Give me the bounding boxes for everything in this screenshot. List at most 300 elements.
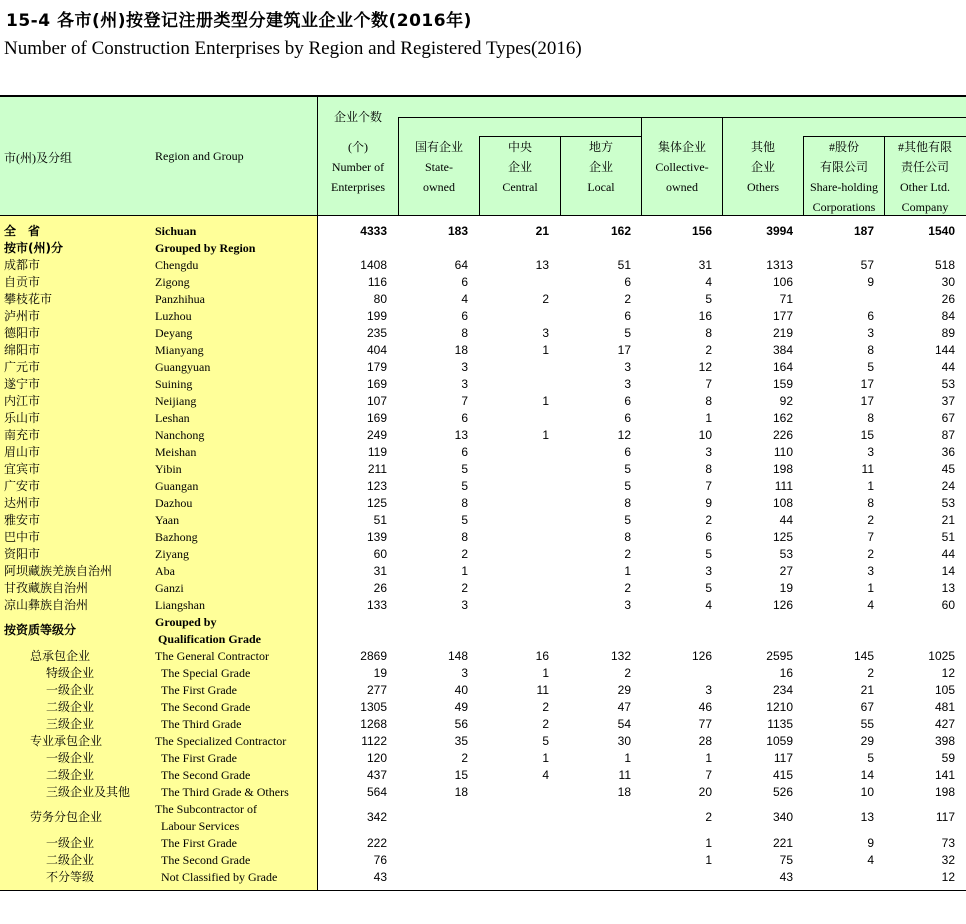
table-cell: 2	[461, 547, 468, 561]
table-cell: 8	[705, 462, 712, 476]
table-cell: 45	[941, 462, 955, 476]
table-cell: 427	[934, 717, 955, 731]
table-cell: 31	[698, 258, 712, 272]
table-cell: 111	[774, 479, 793, 493]
table-row	[0, 325, 966, 342]
table-row	[0, 665, 966, 682]
header-region-cn: 市(州)及分组	[4, 151, 72, 165]
header-state-en1: State-	[425, 160, 453, 174]
table-cell: 1135	[767, 717, 793, 731]
table-cell: 19	[373, 666, 387, 680]
table-cell: 2	[461, 751, 468, 765]
table-cell: 3	[705, 445, 712, 459]
table-cell: 3	[624, 598, 631, 612]
table-cell: 44	[941, 547, 955, 561]
table-cell: 342	[366, 810, 387, 824]
header-collective-en2: owned	[666, 180, 698, 194]
table-cell: 437	[366, 768, 387, 782]
table-cell: 7	[705, 377, 712, 391]
table-cell: 1305	[360, 700, 387, 714]
table-cell: 1	[542, 666, 549, 680]
table-cell: 1059	[766, 734, 793, 748]
table-row	[0, 223, 966, 240]
table-cell: 6	[461, 275, 468, 289]
row-label-cn: 自贡市	[4, 275, 41, 289]
row-label-cn: 一级企业	[46, 683, 95, 697]
table-cell: 89	[941, 326, 955, 340]
row-label-en: The First Grade	[161, 683, 237, 697]
header-shareholding-cn1: #股份	[828, 140, 859, 154]
row-label-cn: 三级企业及其他	[46, 785, 131, 799]
table-cell: 1	[461, 564, 468, 578]
table-cell: 18	[454, 785, 468, 799]
table-cell: 16	[779, 666, 793, 680]
table-cell: 11	[536, 683, 549, 697]
row-label-cn: 广元市	[4, 360, 41, 374]
row-label-en: Grouped by Region	[155, 241, 256, 255]
header-total-en1: Number of	[331, 160, 385, 174]
table-cell: 145	[853, 649, 874, 663]
table-cell: 8	[624, 530, 631, 544]
table-cell: 1	[867, 581, 874, 595]
row-label-en: Guangyuan	[155, 360, 211, 374]
table-cell: 51	[617, 258, 631, 272]
table-cell: 1	[624, 564, 631, 578]
table-cell: 12	[698, 360, 712, 374]
header-otherltd-cn1: #其他有限	[897, 140, 952, 154]
header-shareholding-en1: Share-holding	[810, 180, 878, 194]
table-cell: 1	[705, 836, 712, 850]
header-divider	[641, 117, 642, 216]
table-row	[0, 784, 966, 801]
table-row	[0, 427, 966, 444]
row-label-cn: 雅安市	[4, 513, 41, 527]
table-cell: 36	[941, 445, 955, 459]
row-label-en: Sichuan	[155, 224, 197, 238]
table-cell: 415	[772, 768, 793, 782]
row-label-cn: 劳务分包企业	[30, 810, 103, 824]
table-row	[0, 529, 966, 546]
table-cell: 2	[705, 513, 712, 527]
table-cell: 12	[941, 666, 955, 680]
row-label-en: The Special Grade	[161, 666, 251, 680]
table-cell: 31	[373, 564, 387, 578]
table-cell: 198	[934, 785, 955, 799]
row-label-en: Suining	[155, 377, 193, 391]
table-cell: 80	[373, 292, 387, 306]
table-cell: 123	[366, 479, 387, 493]
row-label-en: Luzhou	[155, 309, 192, 323]
header-central-cn2: 企业	[507, 160, 532, 174]
table-cell: 6	[624, 411, 631, 425]
table-cell: 15	[454, 768, 468, 782]
table-cell: 5	[461, 513, 468, 527]
row-label-cn: 专业承包企业	[30, 734, 103, 748]
table-cell: 47	[617, 700, 631, 714]
row-label-cn: 二级企业	[46, 700, 95, 714]
table-cell: 3	[705, 564, 712, 578]
table-cell: 3	[867, 564, 874, 578]
table-cell: 35	[454, 734, 468, 748]
row-label-en: Ziyang	[155, 547, 189, 561]
table-row	[0, 699, 966, 716]
table-cell: 526	[772, 785, 793, 799]
table-cell: 6	[624, 309, 631, 323]
row-label-cn: 巴中市	[4, 530, 41, 544]
table-cell: 30	[617, 734, 631, 748]
header-local-cn2: 企业	[588, 160, 613, 174]
table-cell: 16	[535, 649, 549, 663]
row-label-en: Yibin	[155, 462, 182, 476]
table-cell: 4	[705, 598, 712, 612]
table-cell: 164	[772, 360, 793, 374]
header-region-en: Region and Group	[155, 149, 244, 163]
table-row	[0, 257, 966, 274]
table-row	[0, 614, 966, 648]
row-label-en: The First Grade	[161, 751, 237, 765]
row-label-en: Liangshan	[155, 598, 205, 612]
table-cell: 384	[772, 343, 793, 357]
table-cell: 125	[366, 496, 387, 510]
table-row	[0, 495, 966, 512]
table-cell: 21	[860, 683, 874, 697]
row-label-en: Nanchong	[155, 428, 205, 442]
table-row	[0, 580, 966, 597]
table-row	[0, 342, 966, 359]
table-cell: 6	[867, 309, 874, 323]
table-cell: 110	[773, 445, 793, 459]
table-cell: 11	[861, 462, 874, 476]
table-cell: 8	[705, 326, 712, 340]
table-cell: 56	[454, 717, 468, 731]
row-label-en: Bazhong	[155, 530, 198, 544]
table-cell: 5	[624, 462, 631, 476]
table-cell: 2	[542, 292, 549, 306]
header-total-en2: Enterprises	[331, 180, 385, 194]
table-cell: 132	[610, 649, 631, 663]
table-cell: 13	[454, 428, 468, 442]
table-cell: 9	[867, 836, 874, 850]
row-label-en: The Second Grade	[161, 700, 251, 714]
table-row	[0, 308, 966, 325]
table-cell: 518	[934, 258, 955, 272]
table-cell: 222	[366, 836, 387, 850]
header-shareholding-en2: Corporations	[812, 200, 876, 214]
table-cell: 2	[461, 581, 468, 595]
table-cell: 21	[941, 513, 955, 527]
row-label-en: The Subcontractor of	[155, 802, 257, 816]
table-cell: 21	[535, 224, 549, 238]
row-label-en: Not Classified by Grade	[161, 870, 278, 884]
table-cell: 27	[779, 564, 793, 578]
table-cell: 64	[454, 258, 468, 272]
table-cell: 3	[461, 360, 468, 374]
table-cell: 1	[867, 479, 874, 493]
header-others-cn1: 其他	[750, 140, 775, 154]
row-label-en: The First Grade	[161, 836, 237, 850]
table-cell: 7	[867, 530, 874, 544]
row-label-cn: 二级企业	[46, 853, 95, 867]
table-cell: 44	[779, 513, 793, 527]
table-cell: 51	[941, 530, 955, 544]
table-cell: 8	[867, 343, 874, 357]
table-cell: 198	[772, 462, 793, 476]
row-label-cn: 成都市	[4, 258, 41, 272]
bottom-rule	[0, 890, 966, 891]
row-label-en: Ganzi	[155, 581, 184, 595]
table-cell: 6	[624, 394, 631, 408]
table-cell: 1268	[360, 717, 387, 731]
table-cell: 71	[779, 292, 793, 306]
table-cell: 1	[705, 853, 712, 867]
table-cell: 133	[366, 598, 387, 612]
table-cell: 9	[867, 275, 874, 289]
table-cell: 14	[941, 564, 955, 578]
table-cell: 277	[366, 683, 387, 697]
table-row	[0, 393, 966, 410]
table-cell: 8	[461, 496, 468, 510]
table-cell: 8	[705, 394, 712, 408]
header-otherltd-en2: Company	[901, 200, 949, 214]
table-cell: 3	[624, 360, 631, 374]
table-cell: 398	[934, 734, 955, 748]
row-label-en: The Second Grade	[161, 768, 251, 782]
table-cell: 249	[366, 428, 387, 442]
table-cell: 24	[941, 479, 955, 493]
header-divider	[317, 97, 318, 216]
table-cell: 60	[941, 598, 955, 612]
table-cell: 1	[542, 343, 549, 357]
table-cell: 5	[461, 479, 468, 493]
table-cell: 4	[705, 275, 712, 289]
table-cell: 2	[624, 581, 631, 595]
table-cell: 1122	[361, 734, 387, 748]
row-label-en: Mianyang	[155, 343, 204, 357]
table-cell: 51	[373, 513, 387, 527]
table-cell: 1313	[766, 258, 793, 272]
row-label-en: Deyang	[155, 326, 193, 340]
table-row	[0, 869, 966, 886]
row-label-cn: 甘孜藏族自治州	[4, 581, 89, 595]
row-label-cn: 宜宾市	[4, 462, 41, 476]
row-label-cn: 凉山彝族自治州	[4, 598, 89, 612]
row-label-cn: 按资质等级分	[4, 623, 77, 637]
table-cell: 17	[860, 377, 874, 391]
row-label-cn: 达州市	[4, 496, 41, 510]
table-cell: 3994	[766, 224, 793, 238]
table-cell: 12	[617, 428, 631, 442]
table-cell: 30	[941, 275, 955, 289]
header-divider	[722, 117, 723, 216]
table-cell: 59	[941, 751, 955, 765]
table-cell: 26	[373, 581, 387, 595]
table-cell: 2	[867, 547, 874, 561]
table-cell: 3	[867, 445, 874, 459]
table-cell: 340	[772, 810, 793, 824]
table-cell: 6	[461, 445, 468, 459]
table-cell: 7	[461, 394, 468, 408]
row-label-cn: 不分等级	[46, 870, 95, 884]
table-cell: 4333	[360, 224, 387, 238]
row-label-en: Yaan	[155, 513, 180, 527]
table-row	[0, 410, 966, 427]
table-cell: 13	[860, 810, 874, 824]
table-cell: 2	[624, 547, 631, 561]
row-label-en: Guangan	[155, 479, 199, 493]
table-cell: 19	[779, 581, 793, 595]
row-label-en: Zigong	[155, 275, 190, 289]
row-label-en-line2: Labour Services	[161, 819, 240, 833]
row-label-cn: 资阳市	[4, 547, 41, 561]
table-cell: 6	[461, 411, 468, 425]
table-cell: 141	[934, 768, 955, 782]
table-cell: 183	[447, 224, 468, 238]
row-label-en: Dazhou	[155, 496, 193, 510]
table-cell: 179	[366, 360, 387, 374]
table-row	[0, 274, 966, 291]
table-cell: 3	[542, 326, 549, 340]
table-row	[0, 852, 966, 869]
table-cell: 1025	[928, 649, 955, 663]
table-cell: 564	[366, 785, 387, 799]
table-cell: 10	[698, 428, 712, 442]
table-cell: 1	[624, 751, 631, 765]
table-cell: 67	[860, 700, 874, 714]
row-label-en: Aba	[155, 564, 175, 578]
table-row	[0, 359, 966, 376]
row-label-cn: 攀枝花市	[4, 292, 53, 306]
table-cell: 6	[624, 445, 631, 459]
table-cell: 107	[366, 394, 387, 408]
header-divider	[398, 117, 966, 118]
row-label-cn: 泸州市	[4, 309, 41, 323]
table-cell: 67	[941, 411, 955, 425]
row-label-cn: 一级企业	[46, 751, 95, 765]
table-cell: 162	[610, 224, 631, 238]
row-label-en: The Third Grade & Others	[161, 785, 289, 799]
table-row	[0, 240, 966, 257]
table-cell: 126	[691, 649, 712, 663]
table-cell: 3	[624, 377, 631, 391]
table-cell: 87	[941, 428, 955, 442]
table-cell: 126	[772, 598, 793, 612]
table-row	[0, 801, 966, 835]
header-otherltd-cn2: 责任公司	[900, 160, 949, 174]
header-total-unit: (个)	[348, 140, 368, 154]
header-collective-cn: 集体企业	[657, 140, 706, 154]
table-cell: 219	[772, 326, 793, 340]
header-central-cn1: 中央	[507, 140, 532, 154]
table-cell: 26	[941, 292, 955, 306]
row-label-cn: 阿坝藏族羌族自治州	[4, 564, 113, 578]
table-cell: 105	[934, 683, 955, 697]
table-row	[0, 291, 966, 308]
table-cell: 226	[772, 428, 793, 442]
header-others-cn2: 企业	[750, 160, 775, 174]
table-row	[0, 512, 966, 529]
table-cell: 11	[618, 768, 631, 782]
header-local-cn1: 地方	[588, 140, 613, 154]
table-row	[0, 546, 966, 563]
header-divider	[560, 136, 561, 216]
table-row	[0, 716, 966, 733]
row-label-en: The Second Grade	[161, 853, 251, 867]
table-cell: 37	[941, 394, 955, 408]
table-cell: 6	[461, 309, 468, 323]
header-state-en2: owned	[423, 180, 455, 194]
table-cell: 234	[772, 683, 793, 697]
table-cell: 169	[366, 377, 387, 391]
table-cell: 92	[779, 394, 793, 408]
table-cell: 2	[867, 666, 874, 680]
table-cell: 108	[772, 496, 793, 510]
table-cell: 1	[705, 751, 712, 765]
table-cell: 2	[867, 513, 874, 527]
table-cell: 5	[867, 360, 874, 374]
row-label-en: Leshan	[155, 411, 190, 425]
table-cell: 148	[447, 649, 468, 663]
table-cell: 5	[867, 751, 874, 765]
header-shareholding-cn2: 有限公司	[819, 160, 868, 174]
table-cell: 116	[367, 275, 387, 289]
row-label-cn: 总承包企业	[30, 649, 91, 663]
table-cell: 199	[366, 309, 387, 323]
table-title-english: Number of Construction Enterprises by Region and Registered Types(2016)	[4, 38, 582, 59]
header-central-en: Central	[502, 180, 538, 194]
table-row	[0, 733, 966, 750]
row-label-en: Chengdu	[155, 258, 199, 272]
table-cell: 3	[461, 666, 468, 680]
table-row	[0, 478, 966, 495]
table-cell: 5	[542, 734, 549, 748]
table-cell: 221	[772, 836, 793, 850]
header-divider	[398, 117, 399, 216]
row-label-en: Meishan	[155, 445, 197, 459]
table-cell: 43	[779, 870, 793, 884]
row-label-cn: 一级企业	[46, 836, 95, 850]
header-divider	[803, 136, 804, 216]
table-cell: 32	[941, 853, 955, 867]
table-cell: 4	[867, 853, 874, 867]
table-cell: 57	[860, 258, 874, 272]
table-cell: 3	[461, 598, 468, 612]
table-cell: 3	[461, 377, 468, 391]
table-cell: 125	[772, 530, 793, 544]
table-cell: 187	[853, 224, 874, 238]
table-cell: 159	[772, 377, 793, 391]
table-cell: 8	[867, 411, 874, 425]
table-cell: 8	[461, 326, 468, 340]
table-cell: 2	[705, 810, 712, 824]
header-otherltd-en1: Other Ltd.	[900, 180, 950, 194]
table-cell: 13	[535, 258, 549, 272]
row-label-cn: 遂宁市	[4, 377, 41, 391]
table-cell: 49	[454, 700, 468, 714]
table-cell: 119	[367, 445, 387, 459]
table-cell: 2	[705, 343, 712, 357]
table-cell: 162	[772, 411, 793, 425]
table-cell: 5	[461, 462, 468, 476]
table-cell: 10	[860, 785, 874, 799]
table-cell: 2	[542, 717, 549, 731]
row-label-en: The Third Grade	[161, 717, 242, 731]
table-cell: 5	[705, 581, 712, 595]
table-cell: 53	[941, 377, 955, 391]
table-cell: 4	[461, 292, 468, 306]
table-cell: 53	[941, 496, 955, 510]
header-local-en: Local	[587, 180, 615, 194]
table-cell: 156	[691, 224, 712, 238]
